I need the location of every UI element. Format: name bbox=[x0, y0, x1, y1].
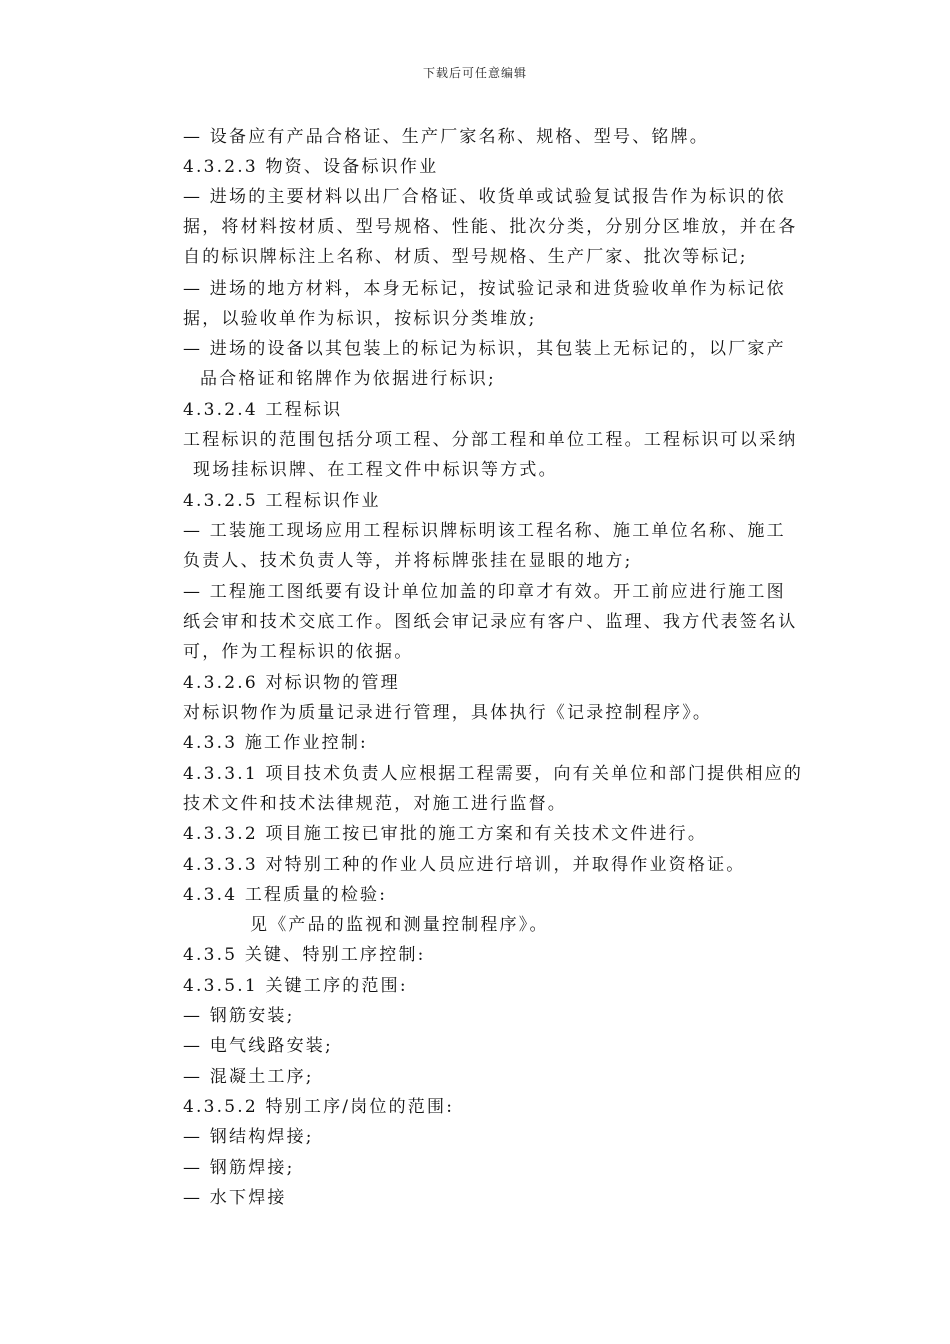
text-line: 负责人、技术负责人等，并将标牌张挂在显眼的地方; bbox=[183, 551, 633, 571]
section-heading: 4.3.5.2 特别工序/岗位的范围: bbox=[183, 1097, 455, 1117]
text-line: 自的标识牌标注上名称、材质、型号规格、生产厂家、批次等标记; bbox=[183, 247, 748, 267]
list-item: — 钢筋焊接; bbox=[183, 1158, 295, 1178]
text-line: 4.3.3.2 项目施工按已审批的施工方案和有关技术文件进行。 bbox=[183, 824, 708, 844]
text-line: 对标识物作为质量记录进行管理，具体执行《记录控制程序》。 bbox=[183, 703, 713, 723]
text-line: 现场挂标识牌、在工程文件中标识等方式。 bbox=[193, 460, 558, 480]
list-item: — 电气线路安装; bbox=[183, 1036, 333, 1056]
text-line: 技术文件和技术法律规范，对施工进行监督。 bbox=[183, 794, 567, 814]
text-line: 据，以验收单作为标识，按标识分类堆放; bbox=[183, 309, 537, 329]
section-heading: 4.3.5.1 关键工序的范围: bbox=[183, 976, 408, 996]
text-line: — 设备应有产品合格证、生产厂家名称、规格、型号、铭牌。 bbox=[183, 127, 710, 147]
text-line: — 进场的设备以其包装上的标记为标识，其包装上无标记的，以厂家产 bbox=[183, 339, 786, 359]
section-heading: 4.3.2.5 工程标识作业 bbox=[183, 491, 381, 511]
text-line: 见《产品的监视和测量控制程序》。 bbox=[250, 915, 549, 935]
list-item: — 混凝土工序; bbox=[183, 1067, 314, 1087]
section-heading: 4.3.2.3 物资、设备标识作业 bbox=[183, 157, 439, 177]
list-item: — 水下焊接 bbox=[183, 1188, 287, 1208]
list-item: — 钢结构焊接; bbox=[183, 1127, 314, 1147]
text-line: — 工程施工图纸要有设计单位加盖的印章才有效。开工前应进行施工图 bbox=[183, 582, 786, 602]
text-line: 纸会审和技术交底工作。图纸会审记录应有客户、监理、我方代表签名认 bbox=[183, 612, 798, 632]
section-heading: 4.3.2.4 工程标识 bbox=[183, 400, 343, 420]
page-header: 下载后可任意编辑 bbox=[422, 66, 527, 80]
text-line: — 进场的主要材料以出厂合格证、收货单或试验复试报告作为标识的依 bbox=[183, 187, 786, 207]
text-line: 4.3.3.3 对特别工种的作业人员应进行培训，并取得作业资格证。 bbox=[183, 855, 746, 875]
text-line: 品合格证和铭牌作为依据进行标识; bbox=[200, 369, 496, 389]
section-heading: 4.3.5 关键、特别工序控制: bbox=[183, 945, 426, 965]
section-heading: 4.3.2.6 对标识物的管理 bbox=[183, 673, 400, 693]
list-item: — 钢筋安装; bbox=[183, 1006, 295, 1026]
text-line: 据，将材料按材质、型号规格、性能、批次分类，分别分区堆放，并在各 bbox=[183, 217, 798, 237]
section-heading: 4.3.4 工程质量的检验: bbox=[183, 885, 388, 905]
text-line: 工程标识的范围包括分项工程、分部工程和单位工程。工程标识可以采纳 bbox=[183, 430, 798, 450]
section-heading: 4.3.3 施工作业控制: bbox=[183, 733, 368, 753]
text-line: — 工装施工现场应用工程标识牌标明该工程名称、施工单位名称、施工 bbox=[183, 521, 786, 541]
text-line: — 进场的地方材料，本身无标记，按试验记录和进货验收单作为标记依 bbox=[183, 279, 786, 299]
text-line: 4.3.3.1 项目技术负责人应根据工程需要，向有关单位和部门提供相应的 bbox=[183, 764, 804, 784]
text-line: 可，作为工程标识的依据。 bbox=[183, 642, 414, 662]
